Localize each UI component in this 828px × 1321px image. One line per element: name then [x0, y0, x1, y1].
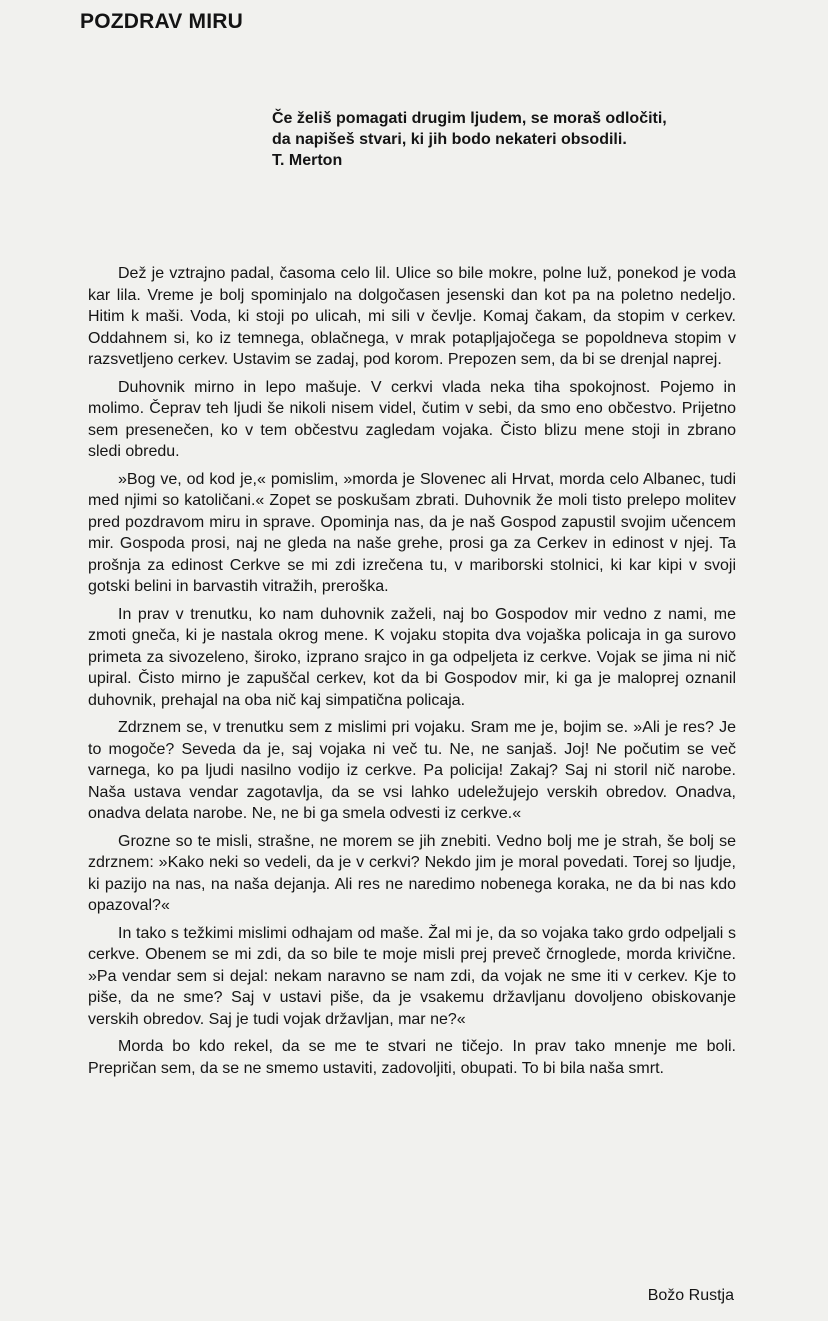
epigraph-source: T. Merton	[272, 152, 343, 169]
author-signature: Božo Rustja	[647, 1287, 734, 1304]
paragraph: Morda bo kdo rekel, da se me te stvari ne tičejo. In prav tako mnenje me boli. Prepričan sem, da se ne smemo ustaviti, zadovoljiti, obupati. To bi bila naša smrt.	[88, 1038, 736, 1077]
paragraph: In prav v trenutku, ko nam duhovnik zaželi, naj bo Gospodov mir vedno z nami, me zmoti gneča, ki je nastala okrog mene. K vojaku stopita dva vojaška policaja in ga surovo primeta za sivozeleno, široko, izprano srajco in ga odpeljeta iz cerkve. Vojak se jima ni nič upiral. Čisto mirno je zapuščal cerkev, kot da bi Gospodov mir, ki ga je maloprej oznanil duhovnik, prehajal na oba nič kaj simpatična policaja.	[88, 605, 736, 709]
paragraph: Zdrznem se, v trenutku sem z mislimi pri vojaku. Sram me je, bojim se. »Ali je res? Je to mogoče? Seveda da je, saj vojaka ni več tu. Ne, ne sanjaš. Joj! Ne počutim se več varnega, ko pa ljudi nasilno vodijo iz cerkve. Pa policija! Zakaj? Saj ni storil nič narobe. Naša ustava vendar zagotavlja, da se vsi lahko udeležujejo verskih obredov. Onadva, onadva delata narobe. Ne, ne bi ga smela odvesti iz cerkve.«	[88, 719, 736, 822]
paragraph: In tako s težkimi mislimi odhajam od maše. Žal mi je, da so vojaka tako grdo odpeljali s cerkve. Obenem se mi zdi, da so bile te moje misli prej preveč črnoglede, morda krivične. »Pa vendar sem si dejal: nekam naravno se nam zdi, da vojak ne sme iti v cerkev. Kje to piše, da ne sme? Saj v ustavi piše, da je vsakemu državljanu dovoljeno obiskovanje verskih obredov. Saj je tudi vojak državljan, mar ne?«	[88, 924, 736, 1028]
paragraph: Grozne so te misli, strašne, ne morem se jih znebiti. Vedno bolj me je strah, še bolj se zdrznem: »Kako neki so vedeli, da je v cerkvi? Nekdo jim je moral povedati. Torej so ljudje, ki pazijo na nas, na naša dejanja. Ali res ne naredimo nobenega koraka, ne da bi nas kdo opazoval?«	[88, 832, 736, 914]
paragraph: »Bog ve, od kod je,« pomislim, »morda je Slovenec ali Hrvat, morda celo Albanec, tudi med njimi so katoličani.« Zopet se poskušam zbrati. Duhovnik že moli tisto prelepo molitev pred pozdravom miru in sprave. Opominja nas, da je naš Gospod zapustil svojim učencem mir. Gospoda prosi, naj ne gleda na naše grehe, prosi ga za Cerkev in edinost v njej. Ta prošnja za edinost Cerkve se mi zdi izrečena tu, v mariborski stolnici, ki kar kipi v svoji gotski belini in barvastih vitražih, preroška.	[88, 470, 736, 595]
epigraph-line-1: Če želiš pomagati drugim ljudem, se moraš odločiti,	[272, 110, 667, 127]
paragraph: Dež je vztrajno padal, časoma celo lil. Ulice so bile mokre, polne luž, ponekod je voda kar lila. Vreme je bolj spominjalo na dolgočasen jesenski dan kot pa na poletno nedeljo. Hitim k maši. Voda, ki stoji po ulicah, mi sili v čevlje. Komaj čakam, da stopim v cerkev. Oddahnem si, ko iz temnega, oblačnega, v mrak potapljajočega se popoldneva stopim v razsvetljeno cerkev. Ustavim se zadaj, pod korom. Prepozen sem, da bi se drenjal naprej.	[88, 265, 736, 368]
epigraph	[272, 108, 792, 171]
article-body	[88, 263, 736, 1085]
article-title: POZDRAV MIRU	[80, 10, 244, 33]
epigraph-line-2: da napišeš stvari, ki jih bodo nekateri obsodili.	[272, 131, 627, 148]
paragraph: Duhovnik mirno in lepo mašuje. V cerkvi vlada neka tiha spokojnost. Pojemo in molimo. Čeprav teh ljudi še nikoli nisem videl, čutim v sebi, da smo eno občestvo. Prijetno sem presenečen, ko v tem občestvu zagledam vojaka. Čisto blizu mene stoji in zbrano sledi obredu.	[88, 378, 736, 460]
